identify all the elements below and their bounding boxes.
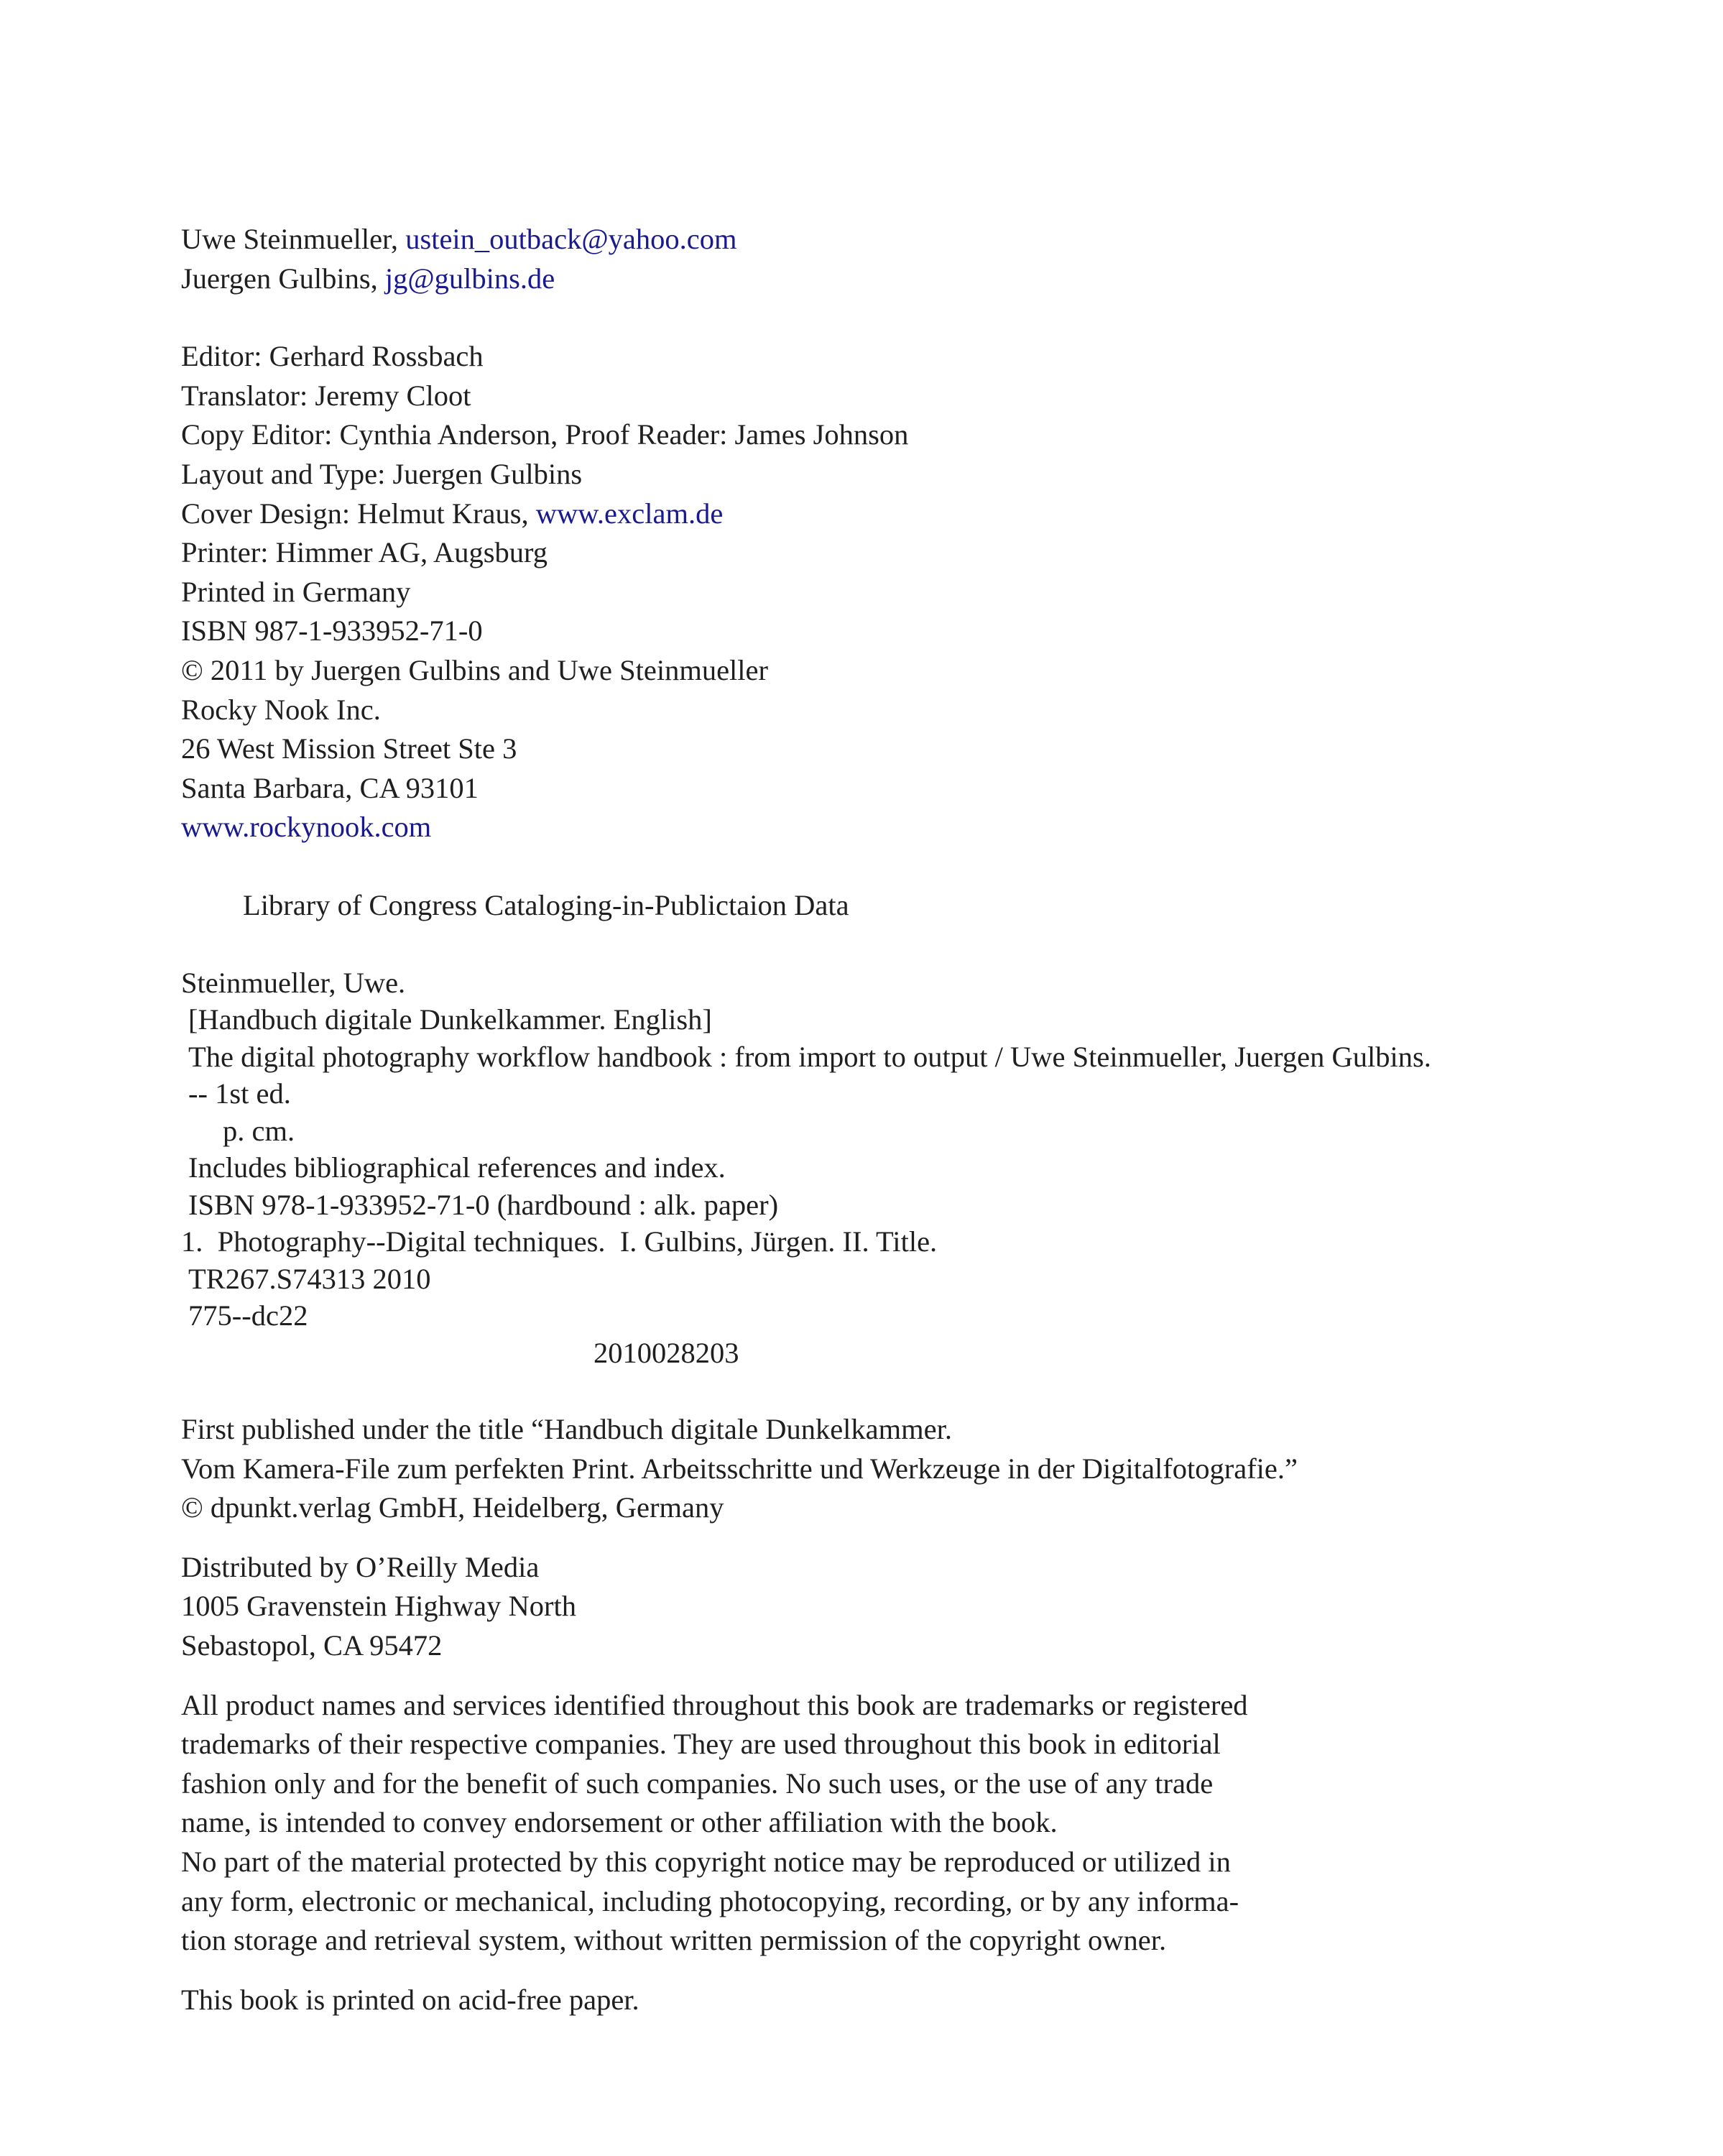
layout-line: Layout and Type: Juergen Gulbins: [181, 457, 583, 490]
original-title-line: Vom Kamera-File zum perfekten Print. Arbeitsschritte und Werkzeuge in der Digitalfotografie.”: [181, 1452, 1298, 1485]
cip-line: [Handbuch digitale Dunkelkammer. English]: [188, 1003, 712, 1036]
copy-editor-line: Copy Editor: Cynthia Anderson, Proof Reader: James Johnson: [181, 418, 909, 451]
original-title-line: First published under the title “Handbuch digitale Dunkelkammer.: [181, 1413, 953, 1445]
cip-heading: Library of Congress Cataloging-in-Publictaion Data: [243, 888, 849, 921]
distribution-line: Sebastopol, CA 95472: [181, 1628, 443, 1662]
cip-line: 1. Photography--Digital techniques. I. Gulbins, Jürgen. II. Title.: [181, 1225, 938, 1258]
credits-block: [181, 337, 1604, 847]
copyright-line: © 2011 by Juergen Gulbins and Uwe Steinmueller: [181, 653, 769, 686]
cover-design-label: Cover Design: Helmut Kraus,: [181, 497, 536, 530]
author-line: [181, 259, 1604, 299]
author-email-link[interactable]: jg@gulbins.de: [384, 262, 555, 295]
cip-line: -- 1st ed.: [188, 1077, 291, 1110]
publisher-website-link[interactable]: www.rockynook.com: [181, 811, 432, 844]
acid-free-note: This book is printed on acid-free paper.: [181, 1983, 639, 2016]
authors-block: [181, 220, 1604, 298]
author-name: Juergen Gulbins,: [181, 262, 385, 295]
editor-line: Editor: Gerhard Rossbach: [181, 340, 484, 373]
trademark-line: any form, electronic or mechanical, including photocopying, recording, or by any informa-: [181, 1884, 1239, 1917]
author-name: Uwe Steinmueller,: [181, 223, 406, 255]
trademark-line: All product names and services identified throughout this book are trademarks or registered: [181, 1688, 1248, 1721]
translator-line: Translator: Jeremy Cloot: [181, 379, 471, 412]
printed-in-line: Printed in Germany: [181, 575, 411, 608]
trademark-line: tion storage and retrieval system, without written permission of the copyright owner.: [181, 1924, 1167, 1957]
distribution-line: Distributed by O’Reilly Media: [181, 1550, 540, 1583]
trademark-line: trademarks of their respective companies. They are used throughout this book in editorial: [181, 1728, 1221, 1761]
publisher-name: Rocky Nook Inc.: [181, 693, 381, 726]
copyright-page: [181, 220, 1604, 2019]
author-email-link[interactable]: ustein_outback@yahoo.com: [405, 223, 737, 255]
cip-line: Steinmueller, Uwe.: [181, 966, 406, 999]
trademark-line: No part of the material protected by this copyright notice may be reproduced or utilized in: [181, 1845, 1231, 1878]
cip-line: 775--dc22: [188, 1299, 308, 1332]
trademark-line: fashion only and for the benefit of such companies. No such uses, or the use of any trade: [181, 1766, 1214, 1800]
author-line: [181, 220, 1604, 259]
printer-line: Printer: Himmer AG, Augsburg: [181, 536, 548, 569]
cip-line: The digital photography workflow handbook : from import to output / Uwe Steinmueller, Juergen Gulbins.: [188, 1040, 1431, 1073]
publisher-city: Santa Barbara, CA 93101: [181, 771, 479, 804]
original-title-block: [181, 1410, 1604, 1528]
cover-design-line: [181, 494, 1604, 534]
cip-line: TR267.S74313 2010: [188, 1262, 431, 1295]
cip-record: [181, 964, 1604, 1372]
original-title-line: © dpunkt.verlag GmbH, Heidelberg, Germany: [181, 1491, 724, 1524]
isbn-line: ISBN 987-1-933952-71-0: [181, 614, 483, 648]
distribution-line: 1005 Gravenstein Highway North: [181, 1590, 577, 1623]
trademark-line: name, is intended to convey endorsement or other affiliation with the book.: [181, 1806, 1058, 1839]
publisher-street: 26 West Mission Street Ste 3: [181, 732, 517, 765]
cip-line: Includes bibliographical references and index.: [188, 1151, 726, 1184]
cip-line: ISBN 978-1-933952-71-0 (hardbound : alk. paper): [188, 1188, 779, 1221]
cover-design-link[interactable]: www.exclam.de: [535, 497, 724, 530]
distribution-block: [181, 1548, 1604, 1666]
cip-control-number: 2010028203: [593, 1336, 739, 1369]
cip-line: p. cm.: [223, 1114, 295, 1147]
trademark-notice: [181, 1686, 1604, 1961]
